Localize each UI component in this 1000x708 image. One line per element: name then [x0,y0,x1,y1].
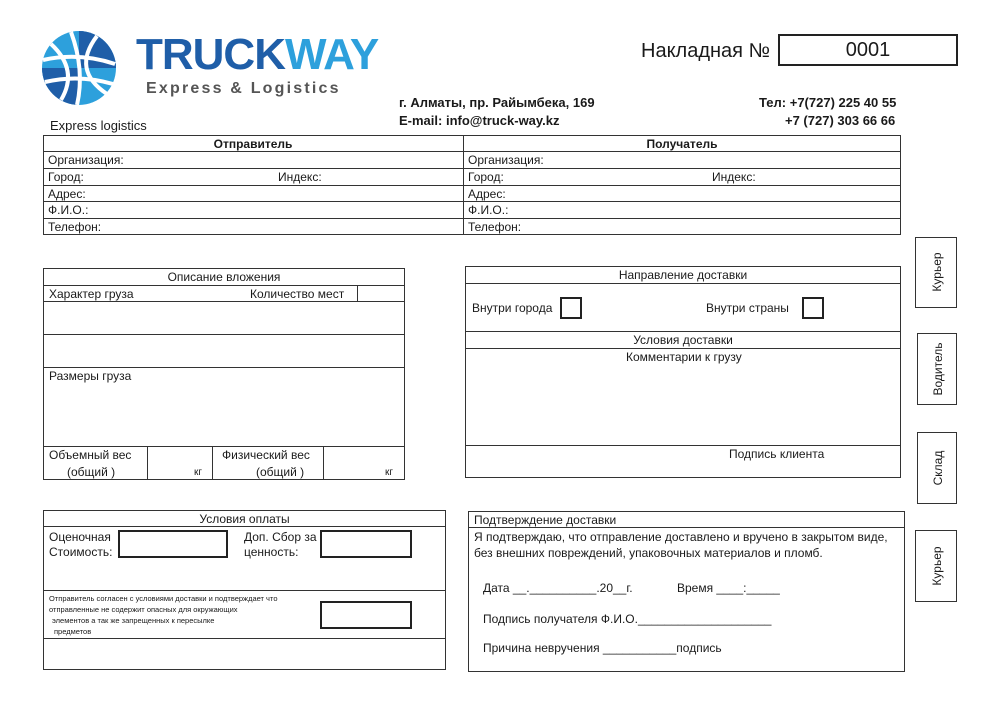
receiver-organization[interactable]: Организация: [468,153,544,167]
brand-tagline: Express & Logistics [146,80,341,97]
receiver-index[interactable]: Индекс: [712,170,756,184]
kg-unit-2: кг [385,467,394,478]
physical-weight-sub: (общий ) [256,465,305,479]
agreement-line-3: элементов а так же запрещенных к пересылке [52,616,215,625]
volume-weight-label: Объемный вес [49,448,132,462]
side-tab-courier-2[interactable] [915,530,957,602]
agreement-signature-box[interactable] [320,601,412,629]
non-delivery-reason[interactable]: Причина невручения ___________подпись [483,641,722,655]
side-tab-courier-1[interactable] [915,237,957,308]
estimated-label-1: Оценочная [49,530,111,544]
agreement-line-1: Отправитель согласен с условиями доставки и подтверждает что [49,594,278,603]
sender-title: Отправитель [213,137,293,151]
receiver-title: Получатель [646,137,718,151]
invoice-number-box[interactable] [778,34,958,66]
physical-weight-label: Физический вес [222,448,310,462]
confirmation-text-2: без внешних повреждений, упаковочных материалов и пломб. [474,546,823,560]
sender-fio[interactable]: Ф.И.О.: [48,203,89,217]
client-signature-label: Подпись клиента [729,447,825,461]
contact-phone-1: Тел: +7(727) 225 40 55 [759,95,897,110]
recipient-signature[interactable]: Подпись получателя Ф.И.О.____________________ [483,612,772,626]
in-city-label: Внутри города [472,301,553,315]
confirmation-text-1: Я подтверждаю, что отправление доставлено и вручено в закрытом виде, [474,530,888,544]
places-count-label: Количество мест [250,287,345,301]
in-city-checkbox[interactable] [560,297,582,319]
in-country-label: Внутри страны [706,301,789,315]
direction-title: Направление доставки [618,268,748,282]
sender-address[interactable]: Адрес: [48,187,86,201]
in-country-checkbox[interactable] [802,297,824,319]
contact-phone-2: +7 (727) 303 66 66 [785,113,896,128]
extra-fee-label-2: ценность: [244,545,299,559]
contents-title: Описание вложения [167,270,281,284]
sender-city[interactable]: Город: [48,170,84,184]
agreement-line-2: отправленные не содержит опасных для окружающих [49,605,238,614]
side-tab-courier-2-label: Курьер [930,546,944,586]
side-tab-warehouse[interactable] [917,432,957,504]
invoice-number: 0001 [845,39,891,61]
brand-name [136,30,378,80]
invoice-label: Накладная № [641,40,771,62]
globe-logo-icon [41,30,117,106]
confirmation-time[interactable]: Время ____:_____ [677,581,780,595]
extra-fee-value-box[interactable] [320,530,412,558]
payment-title: Условия оплаты [199,512,290,526]
side-tab-driver[interactable] [917,333,957,405]
receiver-address[interactable]: Адрес: [468,187,506,201]
cargo-comments-label: Комментарии к грузу [626,350,742,364]
confirmation-title: Подтверждение доставки [474,513,617,527]
estimated-label-2: Стоимость: [49,545,113,559]
express-label: Express logistics [50,118,147,133]
side-tab-courier-1-label: Курьер [930,252,944,292]
delivery-section [465,266,901,478]
extra-fee-label-1: Доп. Сбор за [244,530,317,544]
conditions-title: Условия доставки [633,333,733,347]
contact-address: г. Алматы, пр. Райымбека, 169 [399,95,595,110]
brand-name-part1: TRUCK [136,30,285,79]
brand-name-part2: WAY [284,30,379,79]
cargo-type-label: Характер груза [49,287,134,301]
sender-phone[interactable]: Телефон: [48,220,102,234]
receiver-phone[interactable]: Телефон: [468,220,522,234]
contact-email: E-mail: info@truck-way.kz [399,113,560,128]
side-tab-warehouse-label: Склад [931,450,945,486]
estimated-value-box[interactable] [118,530,228,558]
cargo-sizes-label: Размеры груза [49,369,132,383]
sender-index[interactable]: Индекс: [278,170,322,184]
receiver-city[interactable]: Город: [468,170,504,184]
agreement-line-4: предметов [54,627,92,636]
sender-organization[interactable]: Организация: [48,153,124,167]
kg-unit-1: кг [194,467,203,478]
side-tab-driver-label: Водитель [931,342,945,396]
confirmation-date[interactable]: Дата __.__________.20__г. [483,581,633,595]
volume-weight-sub: (общий ) [67,465,116,479]
receiver-fio[interactable]: Ф.И.О.: [468,203,509,217]
